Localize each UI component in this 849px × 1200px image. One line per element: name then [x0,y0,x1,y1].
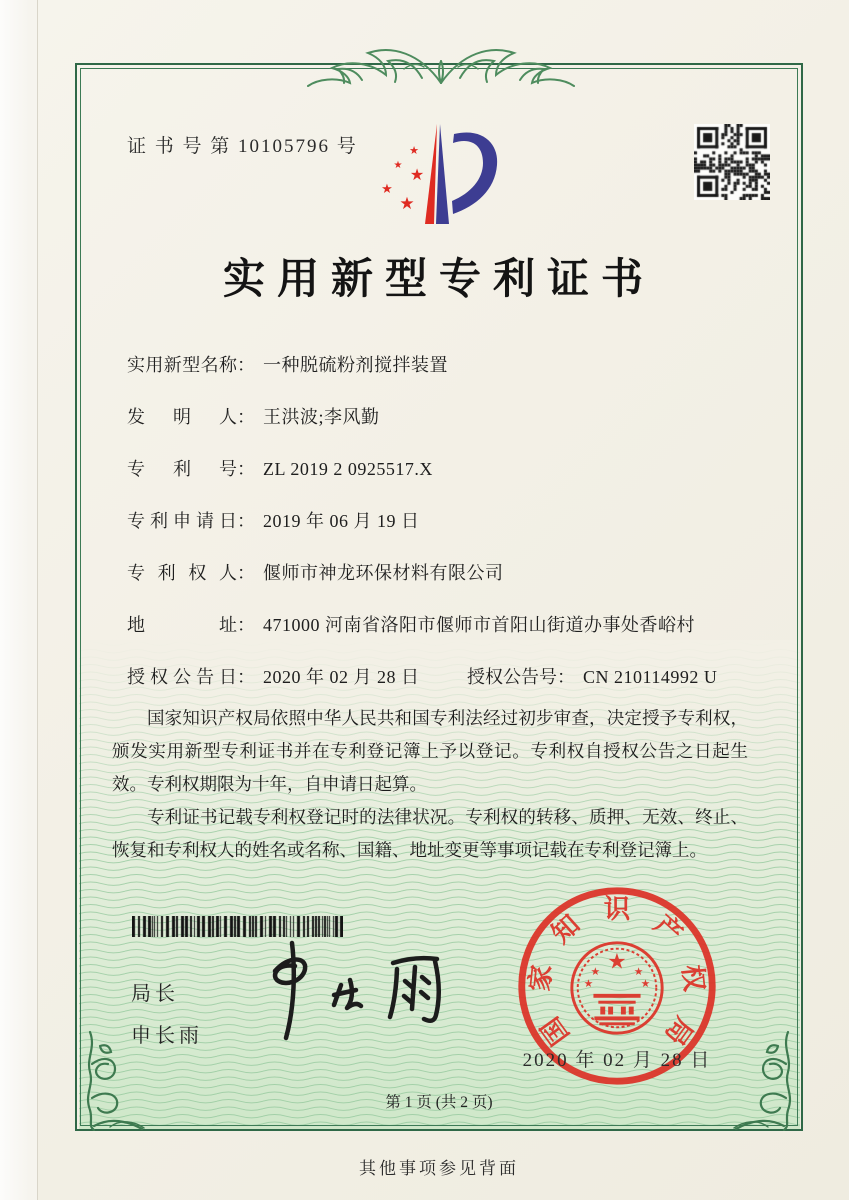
field-colon: ： [237,511,255,531]
field-value: 2019 年 06 月 19 日 [263,511,420,531]
svg-text:★: ★ [640,976,651,990]
field-label: 授权公告号 [467,667,557,687]
field-label: 专利申请日 [127,511,237,531]
legal-paragraph-1: 国家知识产权局依照中华人民共和国专利法经过初步审查，决定授予专利权，颁发实用新型专利证书并在专利登记簿上予以登记。专利权自授权公告之日起生效。专利权期限为十年，自申请日起算。 [112,708,748,794]
svg-text:★: ★ [607,949,627,975]
legal-paragraph-2: 专利证书记载专利权登记时的法律状况。专利权的转移、质押、无效、终止、恢复和专利权人的姓名或名称、国籍、地址变更等事项记载在专利登记簿上。 [112,807,748,860]
seal-char: 家 [524,963,557,993]
field-row-inventors [127,404,787,430]
svg-text:★: ★ [409,144,419,157]
field-row-grant [127,664,787,690]
field-row-name [127,352,787,378]
top-scroll-ornament-icon [300,33,582,91]
legal-text [112,702,748,867]
field-colon: ： [237,355,255,375]
svg-text:★: ★ [633,965,644,979]
bottom-right-flourish-icon [726,1030,798,1131]
field-value: 471000 河南省洛阳市偃师市首阳山街道办事处香峪村 [263,615,695,635]
seal-char: 权 [677,963,710,993]
field-colon: ： [237,407,255,427]
field-label: 授权公告日 [127,667,237,687]
signer-name: 申长雨 [131,1025,203,1047]
svg-text:★: ★ [590,965,601,979]
svg-text:★: ★ [381,182,393,197]
field-value: 偃师市神龙环保材料有限公司 [263,563,504,583]
field-colon: ： [237,615,255,635]
field-value: 王洪波;李风勤 [263,407,380,427]
cnipa-logo-icon [368,112,543,240]
field-value: ZL 2019 2 0925517.X [263,459,433,479]
qr-code [694,124,770,200]
seal-char: 国 [535,1011,575,1051]
field-label: 实用新型名称 [127,355,237,375]
field-colon: ： [557,667,575,687]
svg-text:★: ★ [399,194,415,214]
seal-char: 产 [648,908,689,949]
seal-char: 识 [603,894,631,925]
field-value: 2020 年 02 月 28 日 [263,667,420,687]
field-label: 专利权人 [127,563,237,583]
seal-date: 2020 年 02 月 28 日 [522,1050,712,1071]
national-emblem-icon [572,943,662,1033]
back-note: 其他事项参见背面 [359,1159,519,1178]
signature-icon [245,933,475,1048]
field-row-address [127,612,787,638]
field-colon: ： [237,563,255,583]
signer-title: 局长 [131,983,179,1005]
scan-edge [0,0,38,1200]
field-value: 一种脱硫粉剂搅拌装置 [263,355,448,375]
field-label: 地址 [127,615,237,635]
field-colon: ： [237,459,255,479]
field-list [127,352,787,690]
certificate-title: 实用新型专利证书 [222,257,655,303]
svg-text:★: ★ [409,165,425,184]
field-row-patentee [127,560,787,586]
field-value: CN 210114992 U [583,667,718,687]
field-label: 发明人 [127,407,237,427]
field-grant-number [467,664,717,690]
seal-char: 局 [659,1011,699,1051]
field-row-patent-number [127,456,787,482]
seal-char: 知 [545,908,586,949]
svg-text:★: ★ [393,160,403,171]
certificate-number: 证 书 号 第 10105796 号 [127,136,358,157]
field-label: 专利号 [127,459,237,479]
svg-text:★: ★ [583,976,594,990]
page-number: 第 1 页 (共 2 页) [385,1094,493,1111]
field-colon: ： [237,667,255,687]
field-row-filing-date [127,508,787,534]
